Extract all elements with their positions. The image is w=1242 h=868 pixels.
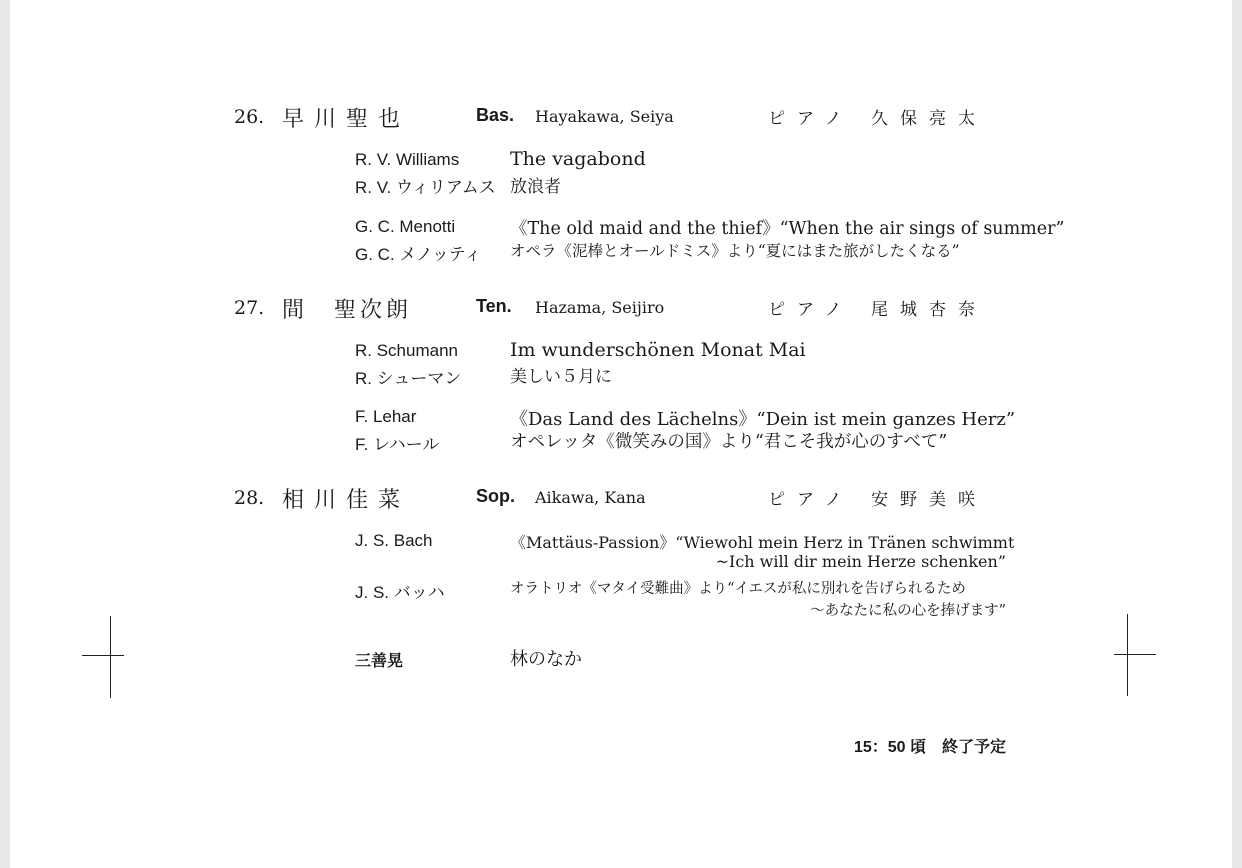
- piece-title-ja-line2: ～あなたに私の心を捧げます”: [810, 603, 1006, 619]
- performer-number: 27.: [234, 297, 265, 319]
- pianist: ピアノ 久保亮太: [768, 109, 988, 129]
- composer-ja: G. C. メノッティ: [355, 245, 482, 264]
- piece-title: 林のなか: [510, 649, 582, 670]
- end-time-note: 15：50 頃 終了予定: [853, 739, 1006, 756]
- piece-title-ja: 放浪者: [510, 177, 561, 197]
- piece-title-en: The vagabond: [510, 148, 646, 170]
- performer-name-en: Hazama, Seijiro: [535, 298, 665, 317]
- piece-title-ja: オペレッタ《微笑みの国》より“君こそ我が心のすべて”: [510, 432, 948, 452]
- crop-mark-left-horizontal: [82, 655, 124, 656]
- composer-ja: J. S. バッハ: [355, 583, 445, 602]
- composer-en: F. Lehar: [355, 407, 417, 426]
- composer-en: J. S. Bach: [355, 531, 433, 550]
- composer: 三善晃: [355, 653, 404, 670]
- crop-mark-left-vertical: [110, 616, 111, 698]
- program-page: [10, 0, 1232, 868]
- voice-type: Ten.: [476, 296, 512, 316]
- voice-type: Sop.: [476, 486, 515, 506]
- piece-title-en: 《The old maid and the thief》“When the air sings of summer”: [510, 219, 1065, 239]
- composer-en: R. Schumann: [355, 341, 458, 360]
- performer-name-en: Aikawa, Kana: [535, 488, 646, 507]
- crop-mark-right-horizontal: [1114, 654, 1156, 655]
- composer-en: R. V. Williams: [355, 150, 460, 169]
- performer-name-jp: 間 聖次朗: [282, 298, 413, 323]
- composer-ja: F. レハール: [355, 435, 440, 454]
- piece-title-en-line1: 《Mattäus-Passion》“Wiewohl mein Herz in Tränen schwimmt: [510, 533, 1015, 552]
- piece-title-en-line2: ~Ich will dir mein Herze schenken”: [715, 552, 1006, 571]
- piece-title-ja: 美しい５月に: [510, 367, 612, 387]
- pianist: ピアノ 安野美咲: [768, 490, 988, 510]
- pianist: ピアノ 尾城杏奈: [768, 300, 988, 320]
- crop-mark-right-vertical: [1127, 614, 1128, 696]
- piece-title-en: 《Das Land des Lächelns》“Dein ist mein ganzes Herz”: [510, 409, 1016, 430]
- performer-name-jp: 相川佳菜: [282, 488, 411, 513]
- composer-ja: R. シューマン: [355, 369, 462, 388]
- composer-en: G. C. Menotti: [355, 217, 456, 236]
- performer-name-jp: 早川聖也: [282, 107, 411, 132]
- piece-title-ja-line1: オラトリオ《マタイ受難曲》より“イエスが私に別れを告げられるため: [510, 581, 966, 597]
- performer-number: 28.: [234, 487, 265, 509]
- piece-title-en: Im wunderschönen Monat Mai: [510, 339, 806, 361]
- performer-name-en: Hayakawa, Seiya: [535, 107, 674, 126]
- voice-type: Bas.: [476, 105, 515, 125]
- performer-number: 26.: [234, 106, 265, 128]
- piece-title-ja: オペラ《泥棒とオールドミス》より“夏にはまた旅がしたくなる”: [510, 242, 960, 260]
- composer-ja: R. V. ウィリアムス: [355, 178, 496, 197]
